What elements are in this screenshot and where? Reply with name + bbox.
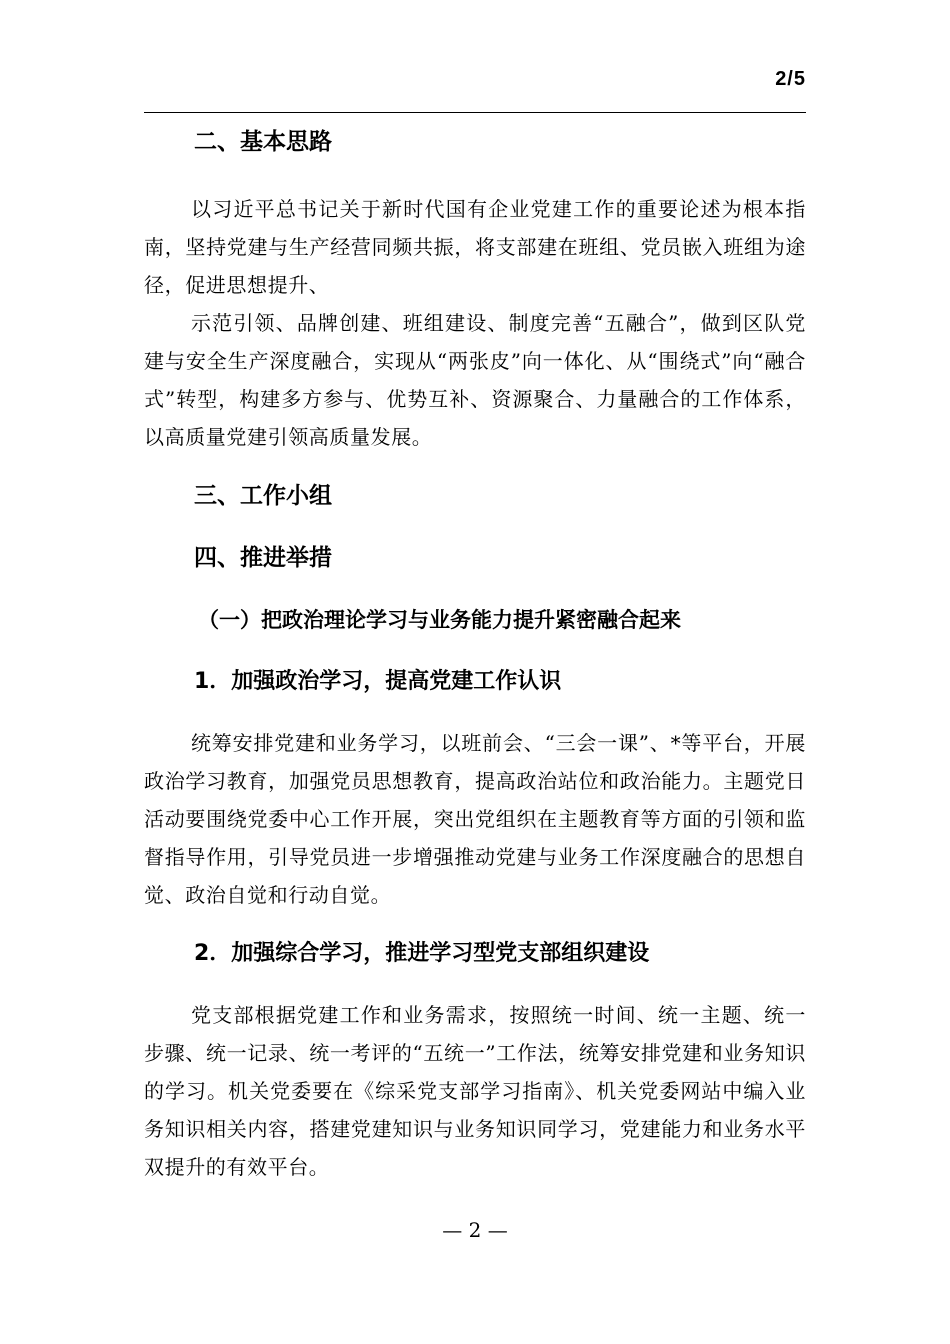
page-counter: 2/5 xyxy=(775,68,806,90)
footer-page-number: — 2 — xyxy=(442,1218,508,1242)
item-heading-political-study: 1．加强政治学习，提高党建工作认识 xyxy=(194,669,562,694)
section-heading-measures: 四、推进举措 xyxy=(194,545,332,571)
subsection-heading-politics-business: （一）把政治理论学习与业务能力提升紧密融合起来 xyxy=(198,608,681,632)
paragraph-basic-approach-2: 示范引领、品牌创建、班组建设、制度完善“五融合”，做到区队党建与安全生产深度融合，实现从“两张皮”向一体化、从“围绕式”向“融合式”转型，构建多方参与、优势互补、资源聚合、力量融合的工作体系，以高质量党建引领高质量发展。 xyxy=(144,311,806,449)
item-heading-comprehensive-study: 2．加强综合学习，推进学习型党支部组织建设 xyxy=(194,941,650,966)
section-heading-basic-approach: 二、基本思路 xyxy=(194,129,332,155)
paragraph-political-study: 统筹安排党建和业务学习，以班前会、“三会一课”、*等平台，开展政治学习教育，加强党员思想教育，提高政治站位和政治能力。主题党日活动要围绕党委中心工作开展，突出党组织在主题教育等方面的引领和监督指导作用，引导党员进一步增强推动党建与业务工作深度融合的思想自觉、政治自觉和行动自觉。 xyxy=(144,731,806,907)
paragraph-comprehensive-study: 党支部根据党建工作和业务需求，按照统一时间、统一主题、统一步骤、统一记录、统一考评的“五统一”工作法，统筹安排党建和业务知识的学习。机关党委要在《综采党支部学习指南》、机关党委网站中编入业务知识相关内容，搭建党建知识与业务知识同学习，党建能力和业务水平双提升的有效平台。 xyxy=(144,1003,806,1179)
section-heading-working-group: 三、工作小组 xyxy=(194,483,332,509)
header-divider xyxy=(144,112,806,113)
paragraph-basic-approach-1: 以习近平总书记关于新时代国有企业党建工作的重要论述为根本指南，坚持党建与生产经营同频共振，将支部建在班组、党员嵌入班组为途径，促进思想提升、 xyxy=(144,197,806,297)
document-body xyxy=(144,116,806,1186)
